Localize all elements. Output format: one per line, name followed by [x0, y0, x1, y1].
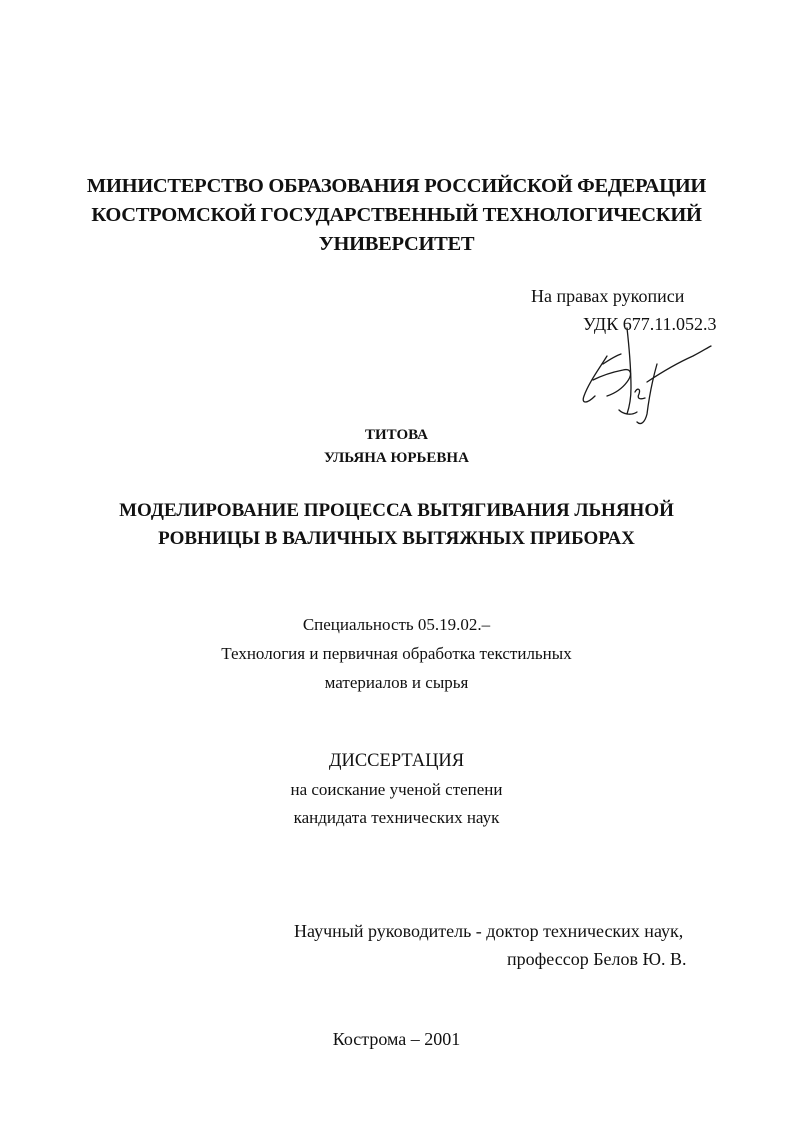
signature-stroke [635, 389, 645, 399]
ministry-line-2: КОСТРОМСКОЙ ГОСУДАРСТВЕННЫЙ ТЕХНОЛОГИЧЕСКИЙ [91, 204, 702, 226]
title-line-1: МОДЕЛИРОВАНИЕ ПРОЦЕССА ВЫТЯГИВАНИЯ ЛЬНЯНОЙ [119, 500, 674, 521]
supervisor-line-2: профессор Белов Ю. В. [507, 949, 687, 969]
dissertation-title [0, 497, 793, 553]
author-block [0, 424, 793, 470]
handwritten-signature-icon [575, 318, 725, 428]
title-line-2: РОВНИЦЫ В ВАЛИЧНЫХ ВЫТЯЖНЫХ ПРИБОРАХ [158, 528, 635, 549]
ministry-line-3: УНИВЕРСИТЕТ [318, 233, 475, 255]
signature-stroke [637, 364, 657, 424]
degree-line-1: на соискание ученой степени [290, 779, 503, 799]
degree-block [0, 747, 793, 833]
degree-line-2: кандидата технических наук [293, 808, 500, 827]
udk-code: УДК 677.11.052.3 [583, 314, 717, 334]
specialty-block [0, 610, 793, 697]
supervisor-line-1: Научный руководитель - доктор технических наук, [294, 921, 684, 941]
specialty-name-line-1: Технология и первичная обработка текстильных [221, 644, 572, 663]
city-year: Кострома – 2001 [332, 1029, 461, 1049]
dissertation-heading: ДИССЕРТАЦИЯ [328, 751, 465, 771]
ministry-line-1: МИНИСТЕРСТВО ОБРАЗОВАНИЯ РОССИЙСКОЙ ФЕДЕРАЦИИ [86, 175, 707, 197]
manuscript-rights: На правах рукописи [531, 286, 685, 306]
signature-stroke [593, 370, 630, 396]
author-name: УЛЬЯНА ЮРЬЕВНА [324, 450, 469, 466]
author-surname: ТИТОВА [364, 427, 429, 443]
specialty-name-line-2: материалов и сырья [324, 673, 469, 692]
ministry-header [0, 172, 793, 259]
specialty-code: Специальность 05.19.02.– [302, 615, 491, 634]
